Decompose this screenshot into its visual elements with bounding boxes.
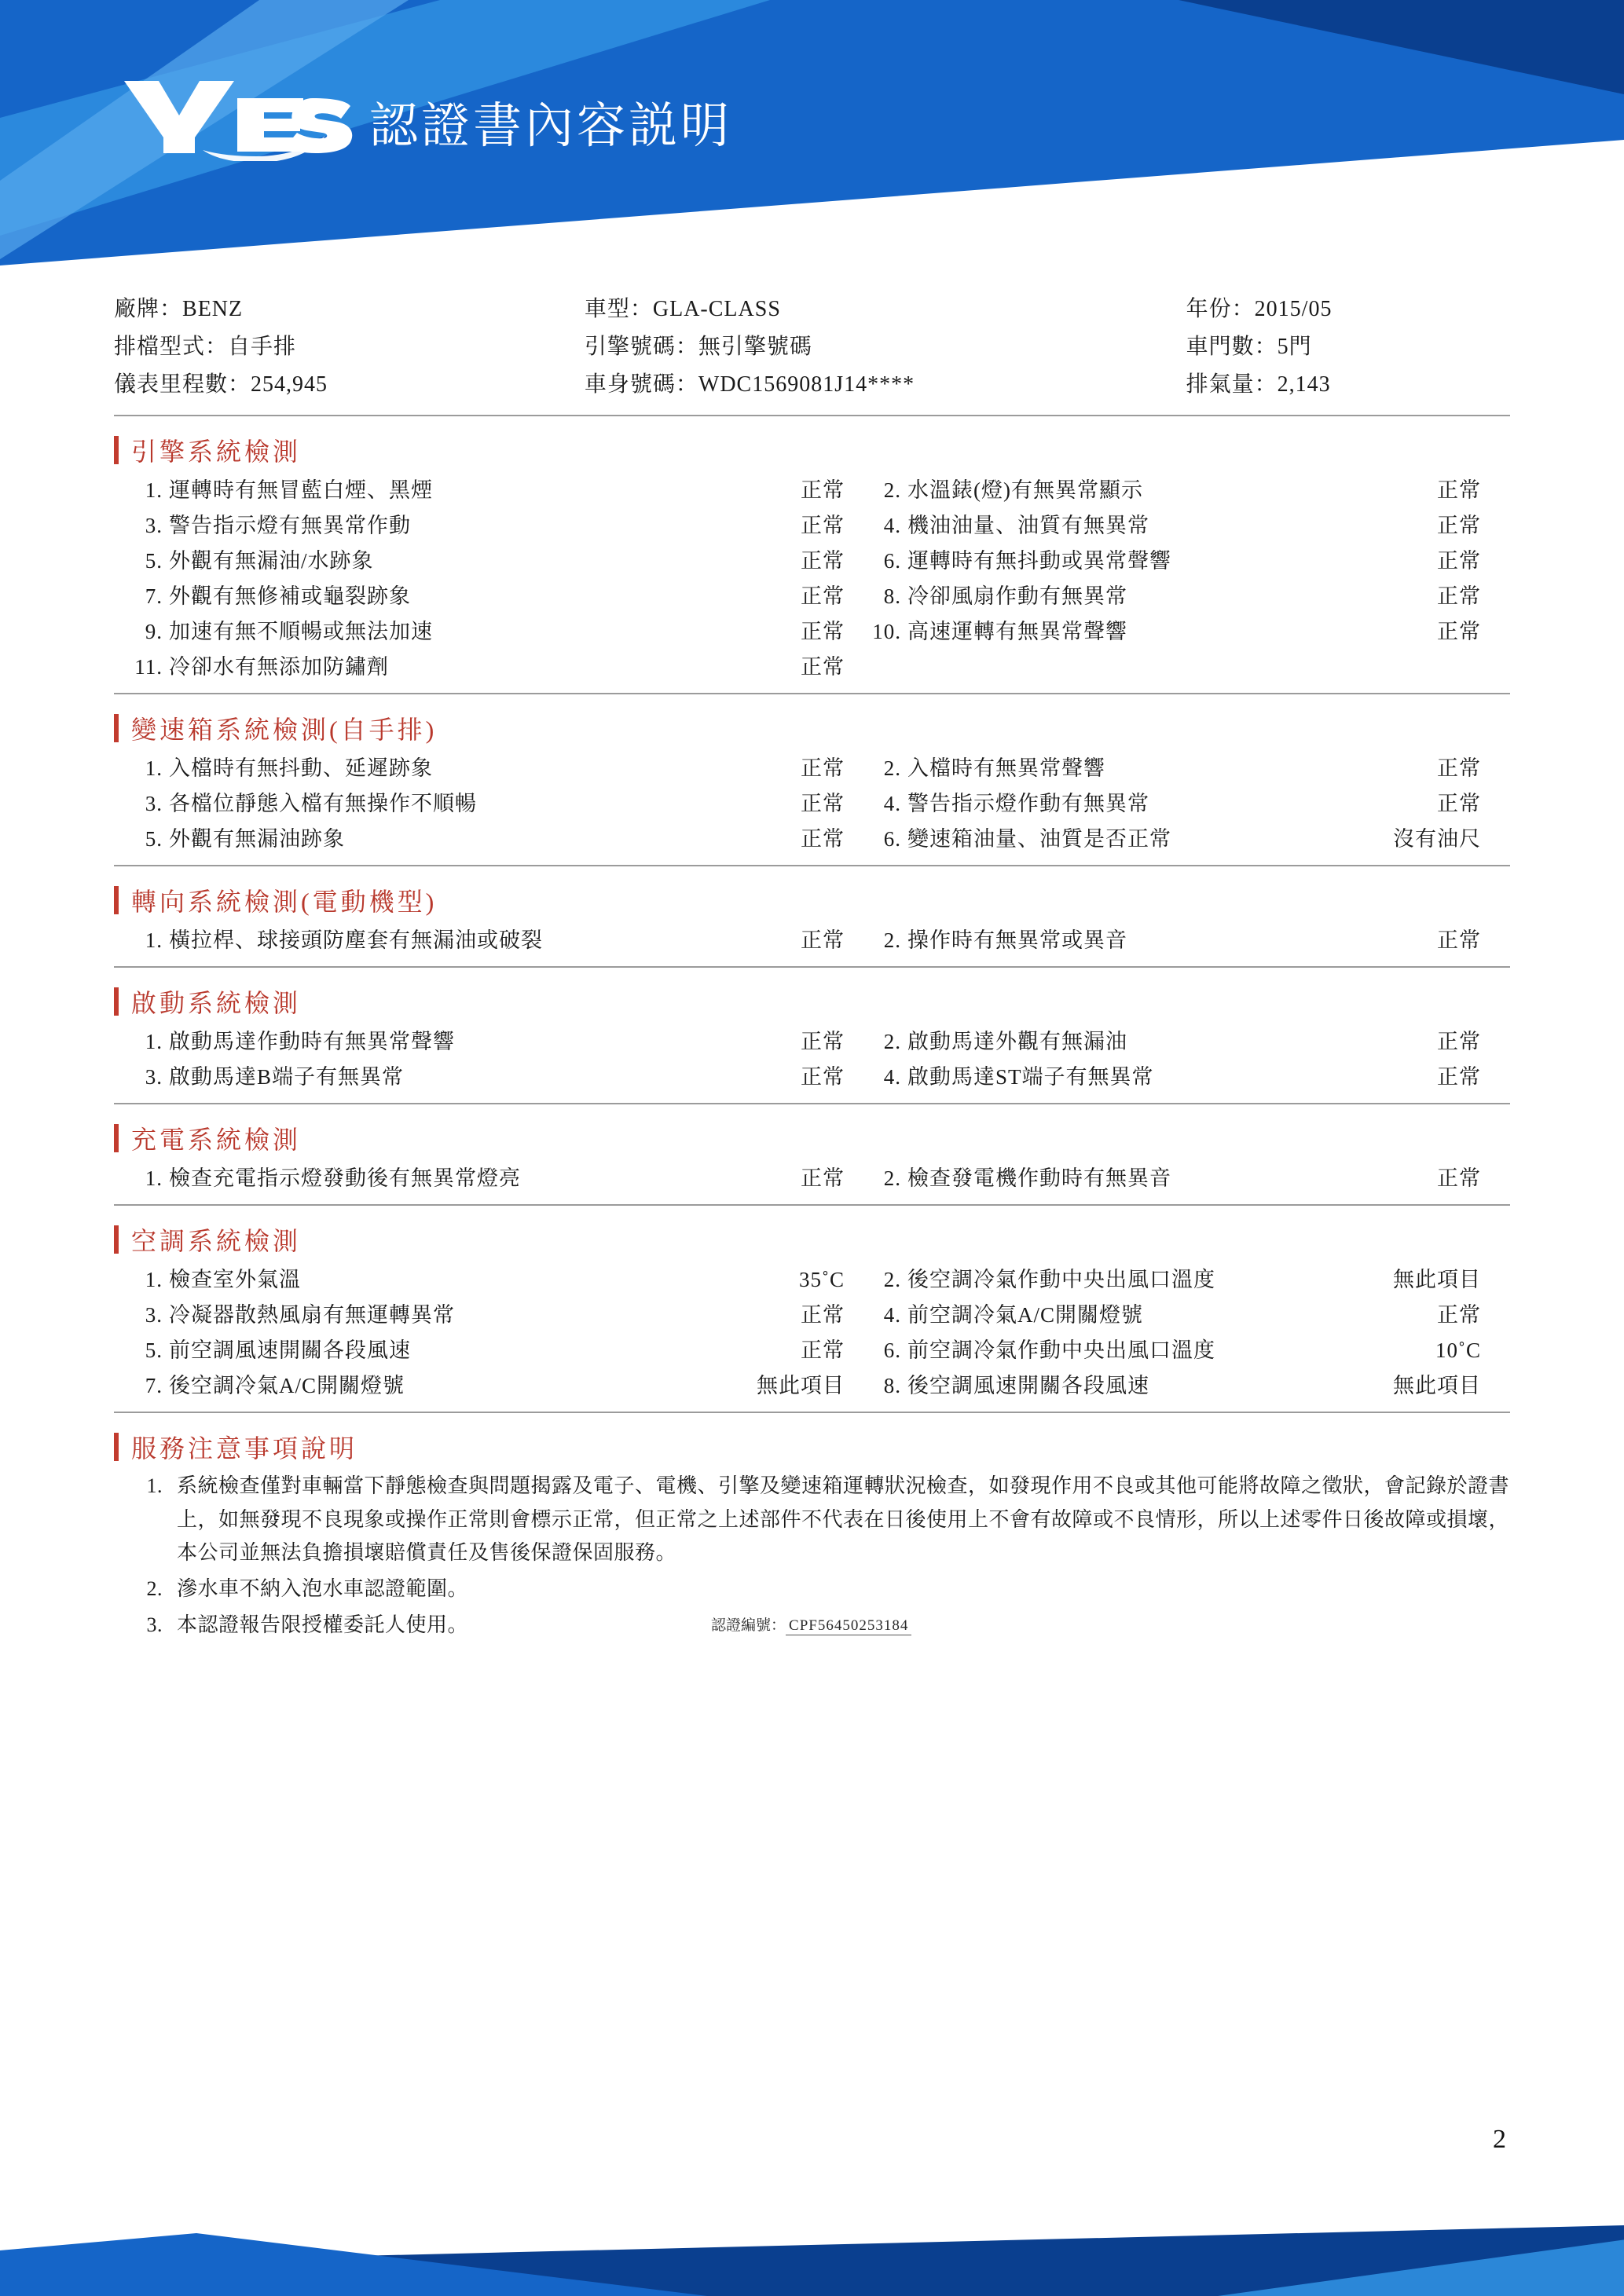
item-text: 入檔時有無抖動、延遲跡象 (169, 756, 433, 781)
check-row (114, 1368, 1510, 1404)
info-row (585, 291, 1186, 328)
check-item (114, 1067, 852, 1088)
item-index: 1. (145, 1268, 163, 1292)
section-starter (114, 983, 1510, 1104)
certificate-label: 認證編號： (711, 1617, 786, 1635)
item-index: 9. (145, 620, 163, 644)
item-text: 機油油量、油質有無異常 (907, 514, 1149, 538)
info-value: 2,143 (1277, 372, 1331, 397)
info-row (114, 328, 585, 366)
page-title: 認證書內容説明 (369, 100, 733, 153)
section-rows (114, 751, 1510, 857)
section-bar-icon (114, 987, 119, 1016)
info-value: 254,945 (251, 372, 328, 397)
item-index: 10. (872, 620, 901, 644)
page-footer (0, 2202, 1624, 2296)
item-index: 4. (883, 792, 901, 816)
item-text: 前空調風速開關各段風速 (169, 1338, 411, 1363)
section-title: 啟動系統檢測 (131, 989, 302, 1018)
item-text: 外觀有無修補或龜裂跡象 (169, 584, 411, 609)
item-value: 正常 (1437, 792, 1481, 816)
check-item (852, 758, 1481, 779)
check-item (852, 1305, 1481, 1326)
item-value: 無此項目 (757, 1374, 845, 1398)
check-item (852, 1340, 1481, 1361)
item-value: 正常 (801, 584, 845, 609)
item-text: 後空調風速開關各段風速 (907, 1374, 1149, 1398)
section-transmission (114, 710, 1510, 866)
item-value: 正常 (801, 928, 845, 953)
item-text: 操作時有無異常或異音 (907, 928, 1127, 953)
check-row (114, 579, 1510, 614)
check-row (114, 614, 1510, 650)
item-index: 2. (883, 928, 901, 953)
item-text: 警告指示燈作動有無異常 (907, 792, 1149, 816)
item-index: 3. (145, 792, 163, 816)
item-text: 變速箱油量、油質是否正常 (907, 827, 1171, 851)
check-item (114, 515, 852, 536)
section-rows (114, 1161, 1510, 1196)
check-row (114, 508, 1510, 544)
item-index: 3. (145, 1303, 163, 1327)
info-value: 無引擎號碼 (698, 335, 812, 360)
info-row (1186, 328, 1510, 366)
item-value: 正常 (801, 1065, 845, 1089)
section-bar-icon (114, 1433, 119, 1461)
item-value: 正常 (1437, 756, 1481, 781)
item-value: 正常 (801, 792, 845, 816)
note-item (114, 1573, 1510, 1606)
document-body (0, 291, 1624, 1635)
service-notes (114, 1429, 1510, 1635)
check-item (114, 1269, 852, 1291)
check-item (114, 480, 852, 501)
item-text: 冷卻水有無添加防鏽劑 (169, 655, 389, 679)
item-text: 加速有無不順暢或無法加速 (169, 620, 433, 644)
vehicle-info-col-3 (1186, 291, 1510, 404)
section-bar-icon (114, 714, 119, 742)
item-value: 正常 (1437, 1166, 1481, 1191)
item-index: 2. (883, 1268, 901, 1292)
check-item (852, 586, 1481, 607)
check-item (852, 1168, 1481, 1189)
item-text: 啟動馬達ST端子有無異常 (907, 1065, 1154, 1089)
item-text: 高速運轉有無異常聲響 (907, 620, 1127, 644)
item-text: 水溫錶(燈)有無異常顯示 (907, 478, 1143, 503)
section-bar-icon (114, 1124, 119, 1152)
info-label: 廠牌： (114, 297, 183, 321)
item-text: 冷卻風扇作動有無異常 (907, 584, 1127, 609)
note-number: 2. (146, 1576, 163, 1600)
item-value: 35˚C (799, 1268, 845, 1292)
check-row (114, 1060, 1510, 1095)
item-value: 正常 (801, 756, 845, 781)
check-item (114, 829, 852, 850)
info-label: 引擎號碼： (584, 335, 698, 360)
check-item (114, 621, 852, 643)
info-row (114, 366, 585, 404)
check-row (114, 923, 1510, 958)
item-text: 啟動馬達外觀有無漏油 (907, 1030, 1127, 1054)
item-text: 警告指示燈有無異常作動 (169, 514, 411, 538)
item-value: 沒有油尺 (1393, 827, 1481, 851)
check-item (852, 551, 1481, 572)
section-rows (114, 473, 1510, 685)
section-title: 空調系統檢測 (131, 1227, 302, 1256)
section-header (114, 1221, 1510, 1258)
item-value: 正常 (801, 478, 845, 503)
check-item (114, 758, 852, 779)
check-row (114, 822, 1510, 857)
item-index: 7. (145, 584, 163, 609)
check-item (114, 1031, 852, 1053)
item-text: 前空調冷氣A/C開關燈號 (907, 1303, 1144, 1327)
item-value: 正常 (1437, 1065, 1481, 1089)
item-value: 無此項目 (1393, 1374, 1481, 1398)
info-label: 車型： (584, 297, 653, 321)
check-item (114, 1340, 852, 1361)
check-row (114, 1024, 1510, 1060)
item-index: 5. (145, 549, 163, 573)
item-value: 正常 (801, 1338, 845, 1363)
section-bar-icon (114, 1225, 119, 1254)
vehicle-info (114, 291, 1510, 416)
section-charging (114, 1120, 1510, 1206)
check-item (114, 1375, 852, 1397)
item-value: 正常 (1437, 478, 1481, 503)
check-item (852, 515, 1481, 536)
check-item (852, 1375, 1481, 1397)
item-value: 正常 (1437, 928, 1481, 953)
section-title: 變速箱系統檢測(自手排) (131, 716, 438, 745)
item-index: 3. (145, 514, 163, 538)
item-value: 正常 (1437, 584, 1481, 609)
section-engine (114, 432, 1510, 694)
check-item (114, 586, 852, 607)
check-item (852, 1067, 1481, 1088)
section-header (114, 1120, 1510, 1156)
item-text: 啟動馬達B端子有無異常 (169, 1065, 405, 1089)
check-row (114, 751, 1510, 786)
check-item (114, 1305, 852, 1326)
section-header (114, 432, 1510, 468)
item-index: 4. (883, 1065, 901, 1089)
info-label: 年份： (1186, 297, 1255, 321)
page-number: 2 (1493, 2125, 1506, 2154)
check-row (114, 1298, 1510, 1333)
check-item (852, 829, 1481, 850)
section-steering (114, 882, 1510, 968)
note-text: 滲水車不納入泡水車認證範圍。 (177, 1576, 469, 1600)
item-value: 10˚C (1435, 1338, 1481, 1363)
check-row (114, 544, 1510, 579)
item-value: 正常 (1437, 549, 1481, 573)
check-row (114, 650, 1510, 685)
section-rows (114, 1262, 1510, 1404)
item-index: 7. (145, 1374, 163, 1398)
info-label: 儀表里程數： (114, 372, 251, 397)
section-title: 轉向系統檢測(電動機型) (131, 888, 438, 917)
item-text: 運轉時有無冒藍白煙、黑煙 (169, 478, 433, 503)
check-row (114, 473, 1510, 508)
item-value: 正常 (801, 1303, 845, 1327)
item-index: 5. (145, 827, 163, 851)
section-bar-icon (114, 886, 119, 914)
info-label: 排檔型式： (114, 335, 229, 360)
check-row (114, 1333, 1510, 1368)
section-header (114, 710, 1510, 746)
info-row (1186, 291, 1510, 328)
item-value: 正常 (801, 827, 845, 851)
page-header (0, 0, 1624, 298)
item-value: 正常 (801, 1166, 845, 1191)
item-value: 正常 (801, 549, 845, 573)
note-text: 本認證報告限授權委託人使用。 (177, 1613, 469, 1636)
note-item (114, 1470, 1510, 1569)
item-text: 各檔位靜態入檔有無操作不順暢 (169, 792, 477, 816)
item-index: 8. (883, 584, 901, 609)
item-text: 外觀有無漏油跡象 (169, 827, 345, 851)
item-index: 8. (883, 1374, 901, 1398)
item-text: 後空調冷氣作動中央出風口溫度 (907, 1268, 1215, 1292)
item-text: 橫拉桿、球接頭防塵套有無漏油或破裂 (169, 928, 543, 953)
item-value: 正常 (801, 514, 845, 538)
section-rows (114, 1024, 1510, 1095)
info-label: 排氣量： (1186, 372, 1278, 397)
info-value: GLA-CLASS (652, 297, 781, 321)
item-text: 檢查發電機作動時有無異音 (907, 1166, 1171, 1191)
check-item (114, 930, 852, 951)
check-item (852, 1269, 1481, 1291)
item-value: 正常 (801, 655, 845, 679)
info-value: 2015/05 (1254, 297, 1333, 321)
check-item (852, 930, 1481, 951)
info-label: 車身號碼： (584, 372, 698, 397)
check-item (852, 1031, 1481, 1053)
vehicle-info-col-2 (585, 291, 1186, 404)
section-title: 引擎系統檢測 (131, 438, 302, 467)
item-text: 運轉時有無抖動或異常聲響 (907, 549, 1171, 573)
item-text: 檢查室外氣溫 (169, 1268, 301, 1292)
item-index: 6. (883, 549, 901, 573)
info-row (114, 291, 585, 328)
note-number: 1. (146, 1474, 163, 1498)
note-number: 3. (146, 1613, 163, 1636)
item-index: 2. (883, 478, 901, 503)
info-row (585, 366, 1186, 404)
certificate-number: CPF56450253184 (786, 1617, 911, 1635)
section-rows (114, 923, 1510, 958)
item-value: 正常 (1437, 1303, 1481, 1327)
note-text: 系統檢查僅對車輛當下靜態檢查與問題揭露及電子、電機、引擎及變速箱運轉狀況檢查，如發現作用不良或其他可能將故障之徵狀，會記錄於證書上，如無發現不良現象或操作正常則會標示正常，但正常之上述部件不代表在日後使用上不會有故障或不良情形，所以上述零件日後故障或損壞，本公司並無法負擔損壞賠償責任及售後保證保固服務。 (177, 1474, 1510, 1564)
info-value: BENZ (182, 297, 244, 321)
item-index: 4. (883, 514, 901, 538)
item-text: 入檔時有無異常聲響 (907, 756, 1105, 781)
check-row (114, 1161, 1510, 1196)
item-index: 2. (883, 1030, 901, 1054)
item-value: 正常 (801, 620, 845, 644)
item-index: 1. (145, 1030, 163, 1054)
item-value: 正常 (1437, 620, 1481, 644)
notes-header (114, 1429, 1510, 1465)
item-value: 無此項目 (1393, 1268, 1481, 1292)
check-row (114, 786, 1510, 822)
check-item (114, 1168, 852, 1189)
item-index: 2. (883, 756, 901, 781)
item-index: 5. (145, 1338, 163, 1363)
notes-title: 服務注意事項說明 (131, 1434, 358, 1463)
item-text: 前空調冷氣作動中央出風口溫度 (907, 1338, 1215, 1363)
item-index: 1. (145, 756, 163, 781)
section-header (114, 882, 1510, 918)
check-item (852, 480, 1481, 501)
item-value: 正常 (801, 1030, 845, 1054)
item-text: 檢查充電指示燈發動後有無異常燈亮 (169, 1166, 521, 1191)
info-row (585, 328, 1186, 366)
item-index: 2. (883, 1166, 901, 1191)
item-value: 正常 (1437, 1030, 1481, 1054)
item-index: 1. (145, 928, 163, 953)
item-index: 3. (145, 1065, 163, 1089)
item-index: 1. (145, 478, 163, 503)
item-index: 1. (145, 1166, 163, 1191)
check-item (852, 621, 1481, 643)
item-text: 後空調冷氣A/C開關燈號 (169, 1374, 405, 1398)
section-title: 充電系統檢測 (131, 1126, 302, 1155)
item-index: 6. (883, 1338, 901, 1363)
yes-logo (118, 75, 354, 161)
info-row (1186, 366, 1510, 404)
vehicle-info-col-1 (114, 291, 585, 404)
check-item (114, 657, 852, 678)
section-header (114, 983, 1510, 1020)
section-air-conditioning (114, 1221, 1510, 1413)
info-label: 車門數： (1186, 335, 1278, 360)
info-value: WDC1569081J14**** (698, 372, 915, 397)
item-text: 外觀有無漏油/水跡象 (169, 549, 374, 573)
item-value: 正常 (1437, 514, 1481, 538)
section-bar-icon (114, 436, 119, 464)
check-item (114, 793, 852, 815)
item-index: 6. (883, 827, 901, 851)
info-value: 自手排 (228, 335, 297, 360)
item-index: 11. (134, 655, 163, 679)
item-text: 啟動馬達作動時有無異常聲響 (169, 1030, 455, 1054)
check-item (114, 551, 852, 572)
item-index: 4. (883, 1303, 901, 1327)
check-row (114, 1262, 1510, 1298)
item-text: 冷凝器散熱風扇有無運轉異常 (169, 1303, 455, 1327)
info-value: 5門 (1277, 335, 1312, 360)
check-item (852, 793, 1481, 815)
